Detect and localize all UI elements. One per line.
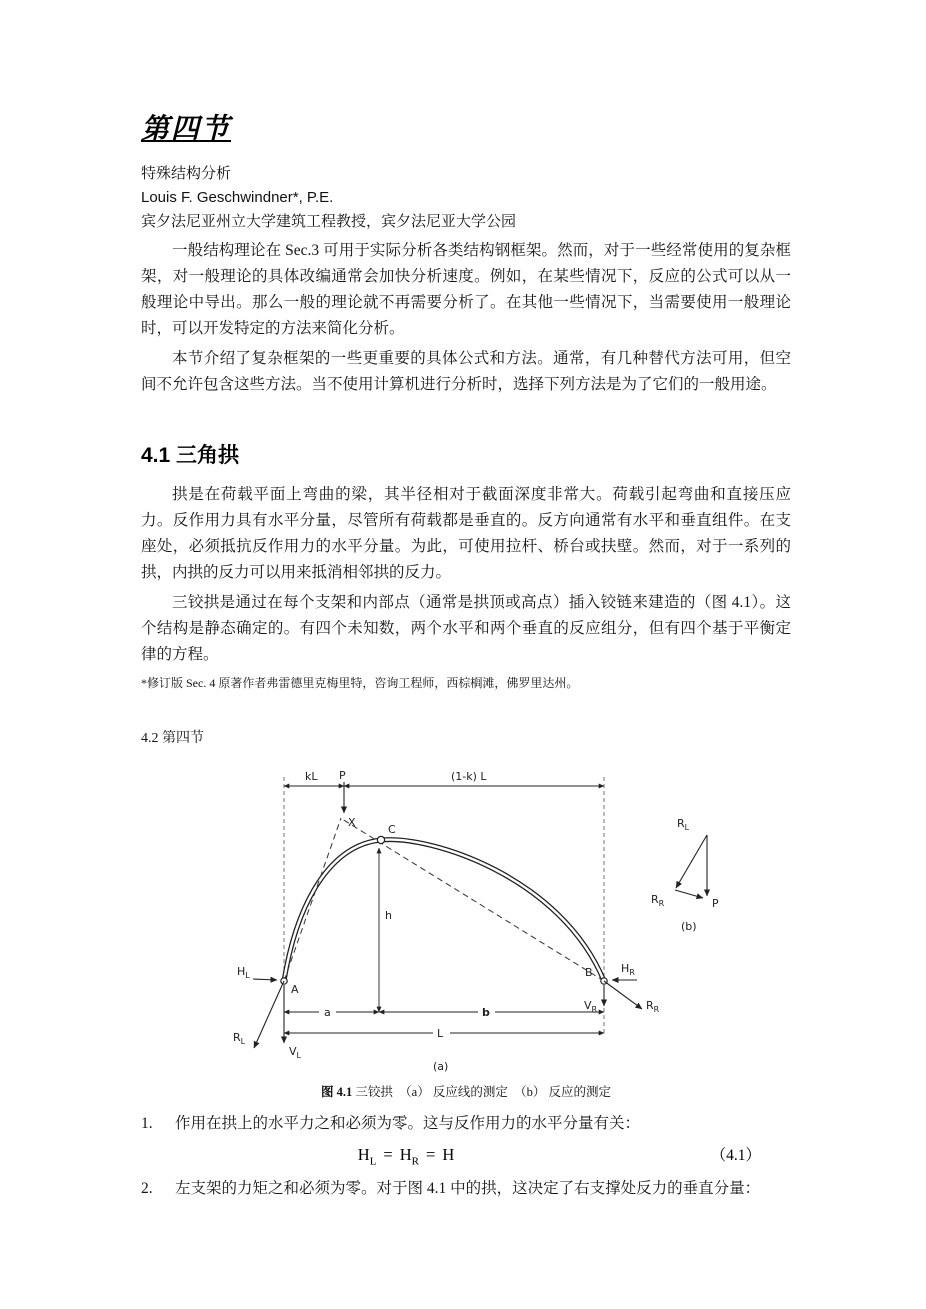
span-dimensions <box>284 1012 604 1033</box>
label-part-a: (a) <box>433 1060 449 1073</box>
eq-term-hl: H <box>357 1145 370 1164</box>
crown-hinge-icon <box>377 836 384 843</box>
eq-term-hr: H <box>399 1145 412 1164</box>
label-force-rl: $R_L$ <box>677 817 690 832</box>
intro-paragraph-2: 本节介绍了复杂框架的一些更重要的具体公式和方法。通常，有几种替代方法可用，但空间不允许包含这些方法。当不使用计算机进行分析时，选择下列方法是为了它们的一般用途。 <box>141 350 791 393</box>
list-item-2-text: 左支架的力矩之和必须为零。对于图 4.1 中的拱，这决定了右支撑处反力的垂直分量： <box>175 1180 761 1198</box>
label-rl: $R_L$ <box>233 1031 246 1046</box>
label-force-p: P <box>712 897 719 910</box>
equilibrium-list <box>141 1111 791 1202</box>
page-number-header: 4.2 第四节 <box>141 731 204 746</box>
list-item-1 <box>141 1111 791 1137</box>
figure-caption <box>141 1083 791 1101</box>
header-meta <box>141 162 791 234</box>
footnote: *修订版 Sec. 4 原著作者弗雷德里克梅里特，咨询工程师，西棕榈滩，佛罗里达州。 <box>141 676 579 690</box>
label-force-rr: $R_R$ <box>651 893 665 908</box>
equation-number: （4.1） <box>710 1147 761 1164</box>
figure-caption-text: 三铰拱 （a） 反应线的测定 （b） 反应的测定 <box>355 1085 611 1099</box>
list-item-1-text: 作用在拱上的水平力之和必须为零。这与反作用力的水平分量有关： <box>175 1115 641 1132</box>
eq-equals-1: = <box>383 1145 393 1164</box>
arrow-rl <box>254 981 284 1048</box>
arrow-rr <box>604 981 642 1009</box>
list-item-2 <box>141 1176 791 1202</box>
section-title: 第四节 <box>141 114 232 145</box>
reaction-line-left <box>284 818 341 981</box>
dim-label-right-span: (1-k) L <box>451 770 487 783</box>
extension-lines <box>284 777 604 1033</box>
left-reactions <box>233 965 302 1060</box>
label-hr: $H_R$ <box>621 962 635 977</box>
label-support-a: A <box>291 983 299 996</box>
author-line: Louis F. Geschwindner*, P.E. <box>141 189 334 206</box>
arch-rib <box>284 840 604 981</box>
section-4-1-heading: 4.1 三角拱 <box>141 444 240 467</box>
equation-row <box>141 1142 791 1174</box>
page-content <box>141 0 791 1202</box>
list-item-2-number: 2. <box>141 1180 153 1198</box>
eq-term-h: H <box>442 1145 455 1164</box>
label-vl: $V_L$ <box>289 1045 301 1060</box>
rise-dimension <box>379 848 392 1012</box>
force-rl-vector <box>676 835 707 888</box>
span-dimension-labels <box>324 1006 490 1040</box>
subtitle: 特殊结构分析 <box>141 165 232 182</box>
eq-sub-l: L <box>369 1155 377 1168</box>
label-c: C <box>388 823 396 836</box>
force-triangle <box>651 817 719 933</box>
label-part-b: (b) <box>681 920 697 933</box>
label-dim-a: a <box>324 1006 331 1019</box>
label-hl: $H_L$ <box>237 965 250 980</box>
reaction-lines <box>284 818 604 981</box>
right-reactions <box>584 962 660 1014</box>
arch-paragraph-2: 三铰拱是通过在每个支架和内部点（通常是拱顶或高点）插入铰链来建造的（图 4.1）。这个结构是静态确定的。有四个未知数，两个水平和两个垂直的反应组分，但有四个基于平衡定律的方程。 <box>141 594 791 663</box>
figure-caption-label: 图 4.1 <box>321 1085 353 1099</box>
list-item-1-number: 1. <box>141 1115 153 1132</box>
intro-paragraph-1: 一般结构理论在 Sec.3 可用于实际分析各类结构钢框架。然而，对于一些经常使用的复杂框架，对一般理论的具体改编通常会加快分析速度。例如，在某些情况下，反应的公式可以从一般理论中导出。那么一般的理论就不再需要分析了。在其他一些情况下，当需要使用一般理论时，可以开发特定的方法来简化分析。 <box>141 242 791 337</box>
label-rr: $R_R$ <box>646 999 660 1014</box>
load-p <box>339 769 356 829</box>
top-dimension <box>284 770 604 786</box>
equation-4-1 <box>358 1142 454 1174</box>
label-x: X <box>348 816 356 829</box>
label-vr: $V_R$ <box>584 999 598 1014</box>
figure-4-1 <box>141 769 791 1101</box>
label-support-b: B <box>585 966 593 979</box>
arch-diagram <box>229 769 729 1081</box>
force-rr-vector <box>675 890 703 898</box>
label-dim-b: b <box>482 1006 490 1019</box>
arch-paragraph-1: 拱是在荷载平面上弯曲的梁，其半径相对于截面深度非常大。荷载引起弯曲和直接压应力。反作用力具有水平分量，尽管所有荷载都是垂直的。反方向通常有水平和垂直组件。在支座处，必须抵抗反作用力的水平分量。为此，可使用拉杆、桥台或扶壁。然而，对于一系列的拱，内拱的反力可以用来抵消相邻拱的反力。 <box>141 486 791 581</box>
label-h: h <box>385 909 392 922</box>
eq-equals-2: = <box>426 1145 436 1164</box>
dim-label-kl: kL <box>305 770 318 783</box>
label-load-p: P <box>339 769 346 782</box>
label-dim-l: L <box>437 1027 444 1040</box>
affiliation-line: 宾夕法尼亚州立大学建筑工程教授，宾夕法尼亚大学公园 <box>141 213 517 230</box>
arrow-hl <box>253 979 277 980</box>
eq-sub-r: R <box>411 1155 419 1168</box>
